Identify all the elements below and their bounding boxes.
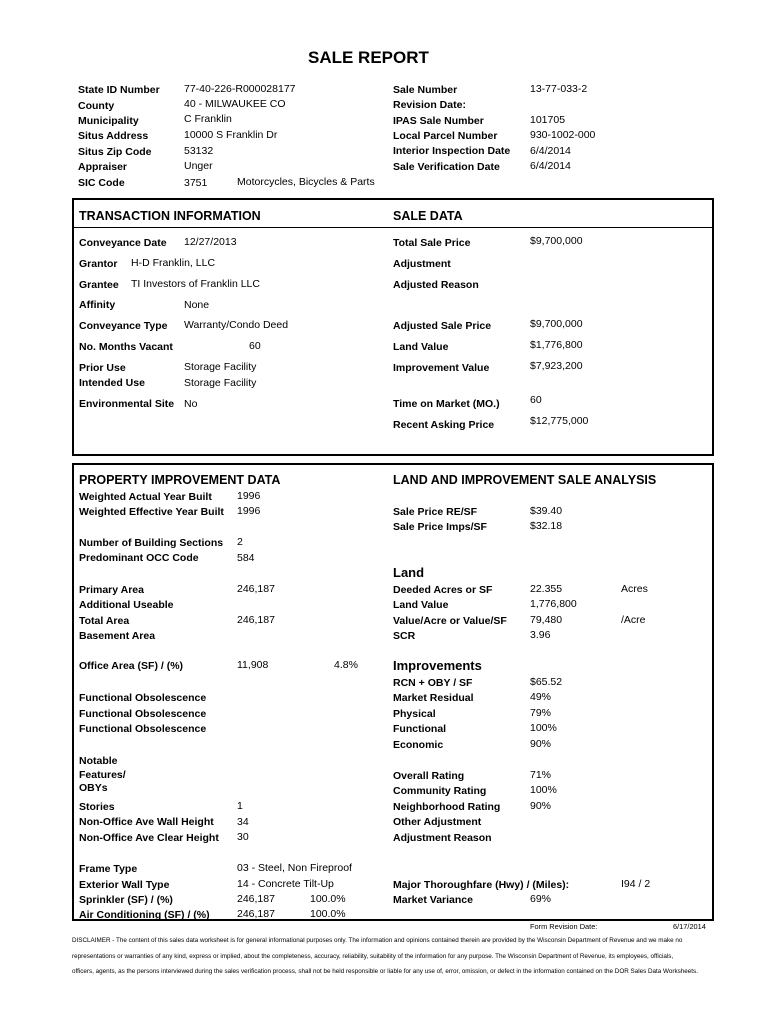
occ-code-value: 584 [237,552,255,564]
time-on-market-label: Time on Market (MO.) [393,398,500,410]
deeded-acres-unit: Acres [621,583,648,595]
community-rating-value: 100% [530,784,557,796]
deeded-acres-label: Deeded Acres or SF [393,584,493,596]
municipality-value: C Franklin [184,113,232,125]
sale-verification-label: Sale Verification Date [393,161,500,173]
grantee-label: Grantee [79,279,119,291]
disclaimer-line-3: officers, agents, as the persons interviewed during the sales verification process, shall not be held responsible or liable for any use of, error, omission, or defect in the information contained on the DOR Sales Data Worksheets. [72,968,698,975]
notable-label: Notable [79,755,118,767]
transaction-heading: TRANSACTION INFORMATION [79,209,261,223]
primary-area-label: Primary Area [79,584,144,596]
weighted-actual-year-value: 1996 [237,490,261,502]
exterior-wall-value: 14 - Concrete Tilt-Up [237,878,334,890]
economic-label: Economic [393,739,444,751]
wall-height-value: 34 [237,816,249,828]
time-on-market-value: 60 [530,394,542,406]
overall-rating-value: 71% [530,769,552,781]
exterior-wall-label: Exterior Wall Type [79,879,170,891]
market-residual-label: Market Residual [393,692,474,704]
total-sale-price-value: $9,700,000 [530,235,583,247]
weighted-effective-year-value: 1996 [237,505,261,517]
scr-value: 3.96 [530,629,551,641]
recent-asking-price-label: Recent Asking Price [393,419,495,431]
total-sale-price-label: Total Sale Price [393,237,471,249]
functional-label: Functional [393,723,447,735]
obys-label: OBYs [79,782,108,794]
situs-address-value: 10000 S Franklin Dr [184,129,278,141]
recent-asking-price-value: $12,775,000 [530,415,589,427]
sprinkler-label: Sprinkler (SF) / (%) [79,894,173,906]
adjustment-label: Adjustment [393,258,451,270]
adjusted-sale-price-value: $9,700,000 [530,318,583,330]
form-revision-date: 6/17/2014 [673,922,706,931]
grantor-label: Grantor [79,258,118,270]
appraiser-label: Appraiser [78,161,128,173]
conveyance-date-label: Conveyance Date [79,237,167,249]
functional-obsolescence-label-1: Functional Obsolescence [79,692,207,704]
environmental-site-value: No [184,398,198,410]
improvement-value-label: Improvement Value [393,362,490,374]
appraiser-value: Unger [184,160,213,172]
grantee-value: TI Investors of Franklin LLC [131,278,260,290]
sic-code-value: 3751 [184,177,208,189]
conveyance-date-value: 12/27/2013 [184,236,237,248]
page-title: SALE REPORT [308,48,429,67]
office-area-label: Office Area (SF) / (%) [79,660,184,672]
prior-use-label: Prior Use [79,362,126,374]
affinity-value: None [184,299,210,311]
community-rating-label: Community Rating [393,785,487,797]
land-value-label: Land Value [393,341,449,353]
weighted-actual-year-label: Weighted Actual Year Built [79,491,212,503]
total-area-label: Total Area [79,615,130,627]
market-variance-value: 69% [530,893,552,905]
wall-height-label: Non-Office Ave Wall Height [79,816,214,828]
municipality-label: Municipality [78,115,139,127]
value-per-acre-value: 79,480 [530,614,563,626]
total-area-value: 246,187 [237,614,275,626]
prior-use-value: Storage Facility [184,361,257,373]
neighborhood-rating-label: Neighborhood Rating [393,801,501,813]
county-value: 40 - MILWAUKEE CO [184,98,286,110]
grantor-value: H-D Franklin, LLC [131,257,216,269]
major-thoroughfare-value: I94 / 2 [621,878,651,890]
land-subheading: Land [393,565,425,580]
rcn-label: RCN + OBY / SF [393,677,473,689]
physical-value: 79% [530,707,552,719]
sale-price-re-sf-label: Sale Price RE/SF [393,506,478,518]
land-value-value: $1,776,800 [530,339,583,351]
overall-rating-label: Overall Rating [393,770,465,782]
interior-inspection-label: Interior Inspection Date [393,145,511,157]
sale-data-heading: SALE DATA [393,209,463,223]
stories-value: 1 [237,800,243,812]
basement-area-label: Basement Area [79,630,156,642]
months-vacant-value: 60 [249,340,261,352]
functional-obsolescence-label-2: Functional Obsolescence [79,708,207,720]
local-parcel-label: Local Parcel Number [393,130,498,142]
revision-date-label: Revision Date: [393,99,466,111]
months-vacant-label: No. Months Vacant [79,341,173,353]
air-conditioning-label: Air Conditioning (SF) / (%) [79,909,210,921]
value-per-acre-label: Value/Acre or Value/SF [393,615,507,627]
ipas-sale-number-label: IPAS Sale Number [393,115,484,127]
deeded-acres-value: 22.355 [530,583,563,595]
sprinkler-percent: 100.0% [310,893,346,905]
situs-address-label: Situs Address [78,130,149,142]
analysis-land-value-label: Land Value [393,599,449,611]
market-residual-value: 49% [530,691,552,703]
sale-number-label: Sale Number [393,84,458,96]
analysis-land-value-value: 1,776,800 [530,598,577,610]
functional-obsolescence-label-3: Functional Obsolescence [79,723,207,735]
other-adjustment-label: Other Adjustment [393,816,482,828]
major-thoroughfare-label: Major Thoroughfare (Hwy) / (Miles): [393,879,570,891]
functional-value: 100% [530,722,557,734]
situs-zip-value: 53132 [184,145,214,157]
frame-type-value: 03 - Steel, Non Fireproof [237,862,352,874]
local-parcel-value: 930-1002-000 [530,129,596,141]
sale-price-imps-sf-value: $32.18 [530,520,563,532]
weighted-effective-year-label: Weighted Effective Year Built [79,506,224,518]
improvements-subheading: Improvements [393,658,482,673]
building-sections-value: 2 [237,536,243,548]
sic-code-description: Motorcycles, Bicycles & Parts [237,176,375,188]
transaction-divider [74,227,712,228]
market-variance-label: Market Variance [393,894,473,906]
affinity-label: Affinity [79,299,116,311]
sale-price-imps-sf-label: Sale Price Imps/SF [393,521,487,533]
sprinkler-sf-value: 246,187 [237,893,275,905]
occ-code-label: Predominant OCC Code [79,552,199,564]
scr-label: SCR [393,630,416,642]
clear-height-label: Non-Office Ave Clear Height [79,832,219,844]
primary-area-value: 246,187 [237,583,275,595]
office-area-value: 11,908 [237,659,269,671]
county-label: County [78,100,115,112]
building-sections-label: Number of Building Sections [79,537,224,549]
value-per-acre-unit: /Acre [621,614,646,626]
physical-label: Physical [393,708,436,720]
environmental-site-label: Environmental Site [79,398,175,410]
interior-inspection-value: 6/4/2014 [530,145,571,157]
conveyance-type-value: Warranty/Condo Deed [184,319,289,331]
disclaimer-line-2: representations or warranties of any kind, express or implied, about the completeness, accuracy, reliability, suitability of the information for any purpose. The Wisconsin Department of Revenue, its employees, officials, [72,953,674,960]
features-label: Features/ [79,769,126,781]
state-id-value: 77-40-226-R000028177 [184,83,296,95]
sale-verification-value: 6/4/2014 [530,160,571,172]
improvement-value-value: $7,923,200 [530,360,583,372]
sale-number-value: 13-77-033-2 [530,83,588,95]
frame-type-label: Frame Type [79,863,138,875]
office-area-percent: 4.8% [334,659,358,671]
stories-label: Stories [79,801,115,813]
conveyance-type-label: Conveyance Type [79,320,168,332]
additional-useable-label: Additional Useable [79,599,174,611]
clear-height-value: 30 [237,831,249,843]
situs-zip-label: Situs Zip Code [78,146,152,158]
sale-price-re-sf-value: $39.40 [530,505,563,517]
intended-use-value: Storage Facility [184,377,257,389]
disclaimer-line-1: DISCLAIMER - The content of this sales data worksheet is for general informational purposes only. The information and opinions contained therein are provided by the Wisconsin Department of Revenue and we make no [72,937,683,944]
adjustment-reason-label: Adjustment Reason [393,832,492,844]
analysis-heading: LAND AND IMPROVEMENT SALE ANALYSIS [393,473,657,487]
economic-value: 90% [530,738,552,750]
air-conditioning-percent: 100.0% [310,908,346,920]
state-id-label: State ID Number [78,84,160,96]
property-heading: PROPERTY IMPROVEMENT DATA [79,473,281,487]
adjusted-sale-price-label: Adjusted Sale Price [393,320,492,332]
adjusted-reason-label: Adjusted Reason [393,279,479,291]
rcn-value: $65.52 [530,676,563,688]
sic-code-label: SIC Code [78,177,125,189]
neighborhood-rating-value: 90% [530,800,552,812]
form-revision-label: Form Revision Date: [530,922,598,931]
air-conditioning-sf-value: 246,187 [237,908,275,920]
intended-use-label: Intended Use [79,377,145,389]
ipas-sale-number-value: 101705 [530,114,566,126]
